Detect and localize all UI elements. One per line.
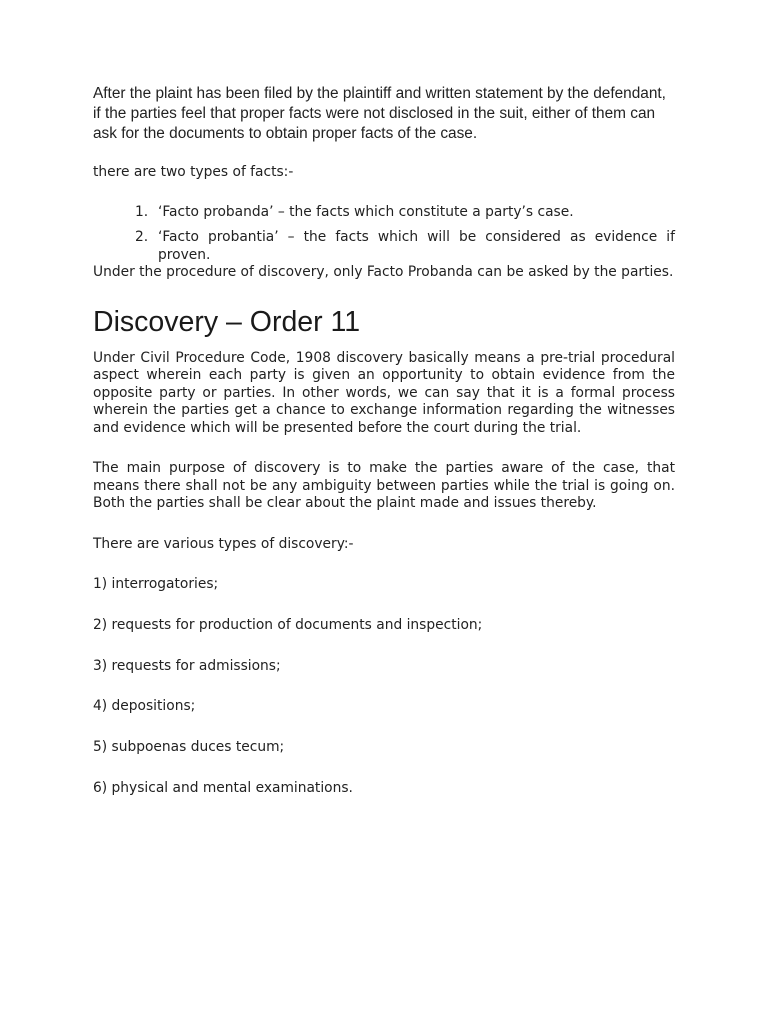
section-heading: Discovery – Order 11 [93, 305, 361, 338]
list-item: 4) depositions; [93, 698, 196, 715]
list-item-text: ‘Facto probantia’ – the facts which will be considered as evidence if proven. [158, 229, 675, 263]
list-item: 5) subpoenas duces tecum; [93, 739, 285, 756]
list-item-number: 2. [135, 229, 149, 245]
types-lead-paragraph: There are various types of discovery:- [93, 535, 354, 552]
facts-lead-text: there are two types of facts:- [93, 164, 294, 180]
list-item-number: 1. [135, 203, 149, 220]
facts-list [93, 204, 675, 265]
list-item-text: ‘Facto probanda’ – the facts which constitute a party’s case. [158, 203, 574, 220]
list-item [93, 229, 675, 264]
discovery-procedure-paragraph: Under the procedure of discovery, only Facto Probanda can be asked by the parties. [93, 264, 674, 280]
list-item: 2) requests for production of documents and inspection; [93, 616, 483, 633]
document-page [93, 84, 675, 821]
list-item [93, 204, 675, 222]
discovery-types-list [93, 576, 675, 797]
purpose-paragraph: The main purpose of discovery is to make the parties aware of the case, that means there shall not be any ambiguity between parties while the trial is going on. Both the parties shall be clear about the plaint made and issues thereby. [93, 460, 675, 511]
intro-paragraph: After the plaint has been filed by the plaintiff and written statement by the defendant, if the parties feel that proper facts were not disclosed in the suit, either of them can ask for the documents to obtain proper facts of the case. [93, 85, 666, 142]
list-item: 1) interrogatories; [93, 576, 219, 592]
definition-paragraph: Under Civil Procedure Code, 1908 discovery basically means a pre-trial procedural aspect wherein each party is given an opportunity to obtain evidence from the opposite party or parties. In other words, we can say that it is a formal process wherein the parties get a chance to exchange information regarding the witnesses and evidence which will be presented before the court during the trial. [93, 349, 675, 436]
list-item: 6) physical and mental examinations. [93, 779, 353, 796]
list-item: 3) requests for admissions; [93, 657, 281, 674]
